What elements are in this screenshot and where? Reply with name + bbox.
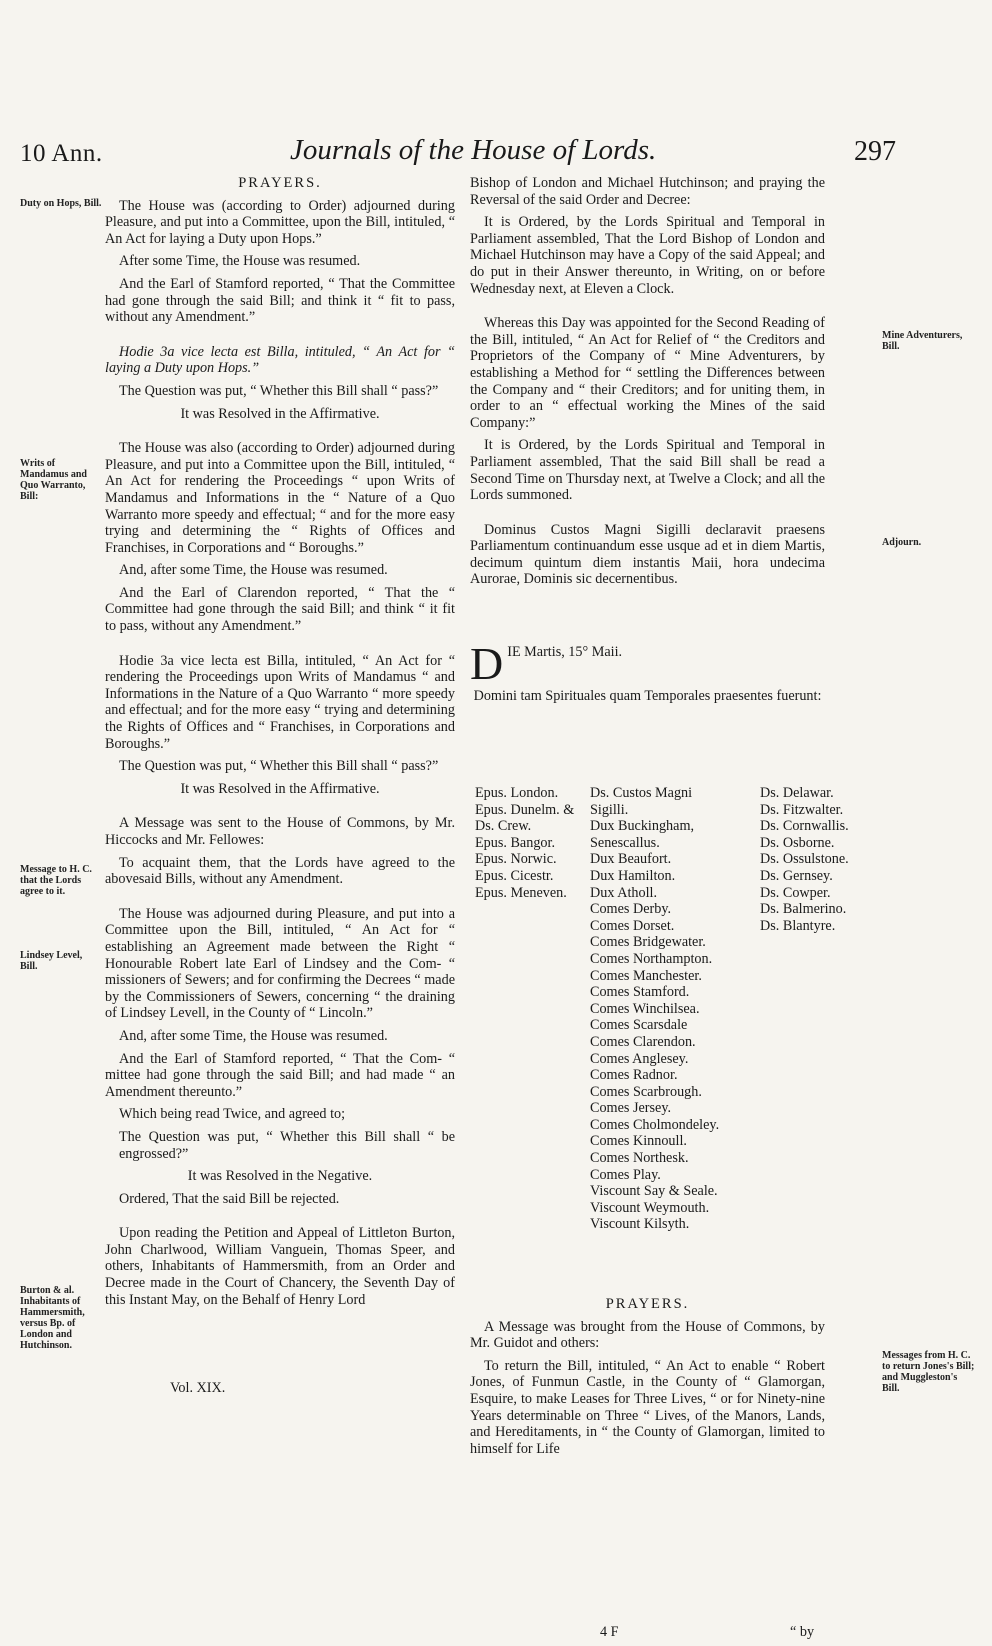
lord-name: Comes Radnor.	[590, 1067, 678, 1084]
lord-name: Dux Atholl.	[590, 884, 658, 901]
paragraph: And, after some Time, the House was resumed.	[119, 1027, 388, 1044]
paragraph: Hodie 3a vice lecta est Billa, intituled, “ An Act for “ laying a Duty upon Hops.”	[105, 343, 455, 377]
paragraph: And, after some Time, the House was resumed.	[119, 562, 388, 579]
right-column	[470, 175, 825, 711]
lord-name: Comes Stamford.	[590, 984, 690, 1001]
lord-name: Ds. Balmerino.	[760, 901, 847, 918]
lord-name: Comes Derby.	[590, 901, 672, 918]
lord-name: Epus. Cicestr.	[475, 867, 554, 884]
prayers-heading-2: PRAYERS.	[605, 1296, 690, 1312]
lord-name: Comes Dorset.	[590, 917, 675, 934]
margin-note-hops: Duty on Hops, Bill.	[20, 198, 102, 209]
lord-name: Senescallus.	[590, 834, 660, 851]
signature-mark: 4 F	[600, 1624, 619, 1640]
volume-signature: Vol. XIX.	[170, 1380, 226, 1396]
page-header	[0, 128, 992, 178]
lord-name: Comes Clarendon.	[590, 1033, 696, 1050]
paragraph: It is Ordered, by the Lords Spiritual and Temporal in Parliament assembled, That the Lord Bishop of London and Michael Hutchinson may have a Copy of the said Appeal; and do put in their Answer thereunto, in Writing, on or before Wednesday next, at Eleven a Clock.	[470, 214, 825, 297]
lord-name: Comes Northesk.	[590, 1150, 689, 1167]
paragraph: And the Earl of Clarendon reported, “ That the “ Committee had gone through the said Bill; and think “ it fit to pass, without any Amendment.”	[105, 584, 455, 635]
lord-name: Ds. Osborne.	[760, 834, 835, 851]
sitting-date	[470, 644, 825, 684]
paragraph: The Question was put, “ Whether this Bill shall “ be engrossed?”	[119, 1128, 455, 1162]
regnal-year: 10 Ann.	[20, 140, 103, 167]
lord-name: Comes Manchester.	[590, 967, 702, 984]
lord-name: Epus. London.	[475, 785, 559, 801]
drop-cap: D	[470, 644, 504, 685]
lord-name: Ds. Cowper.	[760, 884, 831, 901]
prayers-heading: PRAYERS.	[238, 175, 322, 191]
lords-column-1	[475, 785, 595, 901]
paragraph: Which being read Twice, and agreed to;	[119, 1106, 346, 1123]
lord-name: Ds. Cornwallis.	[760, 818, 849, 835]
paragraph: The House was (according to Order) adjourned during Pleasure, and put into a Committee, upon the Bill, intituled, “ An Act for laying a Duty upon Hops.”	[105, 197, 455, 247]
paragraph: It is Ordered, by the Lords Spiritual and Temporal in Parliament assembled, That the said Bill shall be read a Second Time on Thursday next, at Twelve a Clock; and all the Lords summoned.	[470, 437, 825, 504]
paragraph: Ordered, That the said Bill be rejected.	[119, 1190, 340, 1207]
lord-name: Ds. Crew.	[475, 818, 532, 835]
lords-column-2	[590, 785, 740, 1233]
paragraph: The House was adjourned during Pleasure, and put into a Committee upon the Bill, intituled, “ An Act for “ establishing an Agreement made between the Right “ Honourable Robert late Earl of Lindsey and the Com- “ missioners of Sewers; and for confirming the Decrees “ made by the Commissioners of Sewers, concerning “ the draining of Lindsey Levell, in the County of “ Lincoln.”	[105, 905, 455, 1022]
lord-name: Epus. Meneven.	[475, 884, 567, 901]
margin-note-mandamus: Writs of Mandamus and Quo Warranto, Bill:	[20, 458, 87, 502]
lord-name: Comes Kinnoull.	[590, 1133, 687, 1150]
lords-present	[475, 785, 895, 1285]
lord-name: Ds. Custos Magni	[590, 785, 693, 801]
paragraph: The Question was put, “ Whether this Bill shall “ pass?”	[119, 382, 439, 399]
paragraph: A Message was brought from the House of Commons, by Mr. Guidot and others:	[470, 1318, 825, 1352]
margin-note-lindsey: Lindsey Level, Bill.	[20, 950, 83, 972]
paragraph: And the Earl of Stamford reported, “ That the Committee had gone through the said Bill; and think it “ fit to pass, without any Amendment.”	[105, 275, 455, 326]
lord-name: Comes Bridgewater.	[590, 934, 706, 951]
paragraph: It was Resolved in the Affirmative.	[180, 405, 380, 422]
lord-name: Comes Jersey.	[590, 1100, 672, 1117]
paragraph: And the Earl of Stamford reported, “ That the Com- “ mittee had gone through the said Bill; and had made “ an Amendment thereunto.”	[105, 1050, 455, 1100]
paragraph: The House was also (according to Order) adjourned during Pleasure, and put into a Committee upon the Bill, intituled, “ An Act for rendering the Proceedings “ upon Writs of Mandamus and Informations in the “ Nature of a Quo Warranto more speedy and effectual; “ and for the more easy trying and determining the “ Rights of Offices and Franchises, in Corporations and “ Boroughs.”	[105, 440, 455, 556]
margin-note-mine: Mine Adventurers, Bill.	[882, 330, 963, 352]
lord-name: Dux Buckingham,	[590, 818, 695, 835]
lord-name: Epus. Bangor.	[475, 834, 555, 851]
die-line: IE Martis, 15° Maii.	[507, 644, 623, 661]
lord-name: Ds. Blantyre.	[760, 917, 836, 934]
paragraph: To return the Bill, intituled, “ An Act to enable “ Robert Jones, of Funmun Castle, in the County of “ Glamorgan, Esquire, to make Leases for Three Lives, “ or for Ninety-nine Years determinable on Three “ Lives, of the Manors, Lands, and Hereditaments, in “ the County of Glamorgan, limited to himself for Life	[470, 1357, 825, 1457]
lord-name: Comes Northampton.	[590, 950, 713, 967]
lord-name: Viscount Weymouth.	[590, 1199, 710, 1216]
domini-line: Domini tam Spirituales quam Temporales praesentes fuerunt:	[473, 688, 822, 705]
left-column	[105, 175, 455, 1314]
lords-column-3	[760, 785, 880, 934]
journal-title: Journals of the House of Lords.	[290, 134, 657, 166]
margin-note-messages-from: Messages from H. C. to return Jones's Bill; and Muggleston's Bill.	[882, 1350, 975, 1394]
lord-name: Ds. Delawar.	[760, 785, 834, 801]
margin-note-message: Message to H. C. that the Lords agree to it.	[20, 864, 92, 897]
lord-name: Dux Hamilton.	[590, 867, 676, 884]
paragraph: It was Resolved in the Affirmative.	[180, 780, 380, 797]
lord-name: Comes Anglesey.	[590, 1050, 689, 1067]
paragraph: Dominus Custos Magni Sigilli declaravit praesens Parliamentum continuandum esse usque ad et in diem Martis, decimum quintum diem instantis Maii, hora undecima Aurorae, Dominis sic decernentibus.	[470, 521, 825, 588]
lord-name: Viscount Say & Seale.	[590, 1183, 718, 1200]
catchword: “ by	[790, 1624, 815, 1640]
paragraph: A Message was sent to the House of Commons, by Mr. Hiccocks and Mr. Fellowes:	[105, 815, 455, 848]
paragraph: To acquaint them, that the Lords have agreed to the abovesaid Bills, without any Amendment.	[105, 854, 455, 888]
paragraph: Bishop of London and Michael Hutchinson; and praying the Reversal of the said Order and Decree:	[470, 175, 825, 208]
paragraph: It was Resolved in the Negative.	[187, 1168, 373, 1185]
lord-name: Comes Winchilsea.	[590, 1000, 700, 1017]
lord-name: Ds. Fitzwalter.	[760, 801, 844, 818]
lord-name: Comes Scarbrough.	[590, 1083, 702, 1100]
lord-name: Comes Play.	[590, 1166, 661, 1183]
lord-name: Dux Beaufort.	[590, 851, 672, 868]
lord-name: Epus. Norwic.	[475, 851, 557, 868]
lord-name: Comes Scarsdale	[590, 1017, 688, 1034]
lord-name: Ds. Ossulstone.	[760, 851, 849, 868]
page-number: 297	[854, 136, 896, 167]
lord-name: Comes Cholmondeley.	[590, 1116, 720, 1133]
paragraph: After some Time, the House was resumed.	[119, 253, 361, 270]
right-column-lower	[470, 1296, 825, 1463]
paragraph: Whereas this Day was appointed for the Second Reading of the Bill, intituled, “ An Act for Relief of “ the Creditors and Proprietors of the Company of “ Mine Adventurers, by establishing a Method for “ settling the Differences between the Company and “ their Creditors; and for uniting them, in order to an “ effectual working the Mines of the said Company:”	[470, 315, 825, 431]
lord-name: Ds. Gernsey.	[760, 867, 833, 884]
paragraph: Hodie 3a vice lecta est Billa, intituled, “ An Act for “ rendering the Proceedings upon Writs of Mandamus “ and Informations in the Nature of a Quo Warranto “ more speedy and effectual; and for the more easy “ trying and determining the Rights of Offices and “ Franchises, in Corporations and Boroughs.”	[105, 652, 455, 752]
paragraph: Upon reading the Petition and Appeal of Littleton Burton, John Charlwood, William Vanguein, Thomas Speer, and others, Inhabitants of Hammersmith, from an Order and Decree made in the Court of Chancery, the Seventh Day of this Instant May, on the Behalf of Henry Lord	[105, 1225, 455, 1308]
lord-name: Viscount Kilsyth.	[590, 1216, 690, 1233]
lord-name: Epus. Dunelm. &	[475, 801, 575, 818]
lord-name: Sigilli.	[590, 801, 629, 818]
margin-note-burton: Burton & al. Inhabitants of Hammersmith, versus Bp. of London and Hutchinson.	[20, 1285, 85, 1351]
paragraph: The Question was put, “ Whether this Bill shall “ pass?”	[119, 758, 439, 775]
margin-note-adjourn: Adjourn.	[882, 537, 922, 548]
